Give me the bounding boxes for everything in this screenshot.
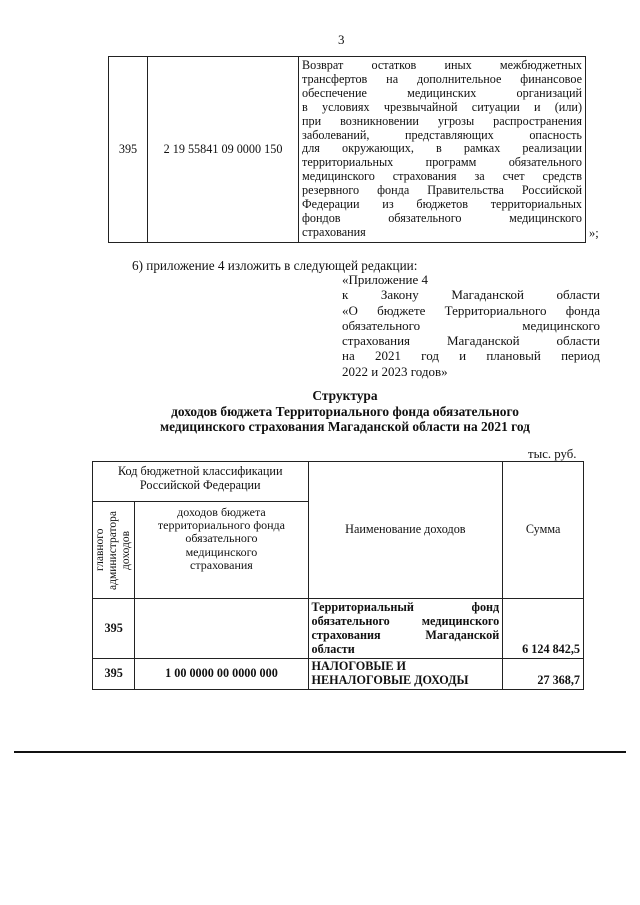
top-table-text: Возврат остатков иных межбюджетных трансфертов на дополнительное финансовое обеспечение медицинских организаций в условиях чрезвычайной ситуации и (или) при возникновении угрозы распространения заболеваний, представляющих опасность для окружающих, в рамках реализации территориальных программ обязательного медицинского страхования за счет средств резервного фонда Правительства Российской Федерации из бюджетов территориальных фондов обязательного медицинского страхования — [299, 57, 586, 243]
row-2-admin: 395 — [93, 659, 135, 690]
row-1-name: Территориальный фонд обязательного медицинского страхования Магаданской области — [308, 599, 503, 659]
top-table — [108, 56, 586, 243]
header-admin: главного администратора доходов — [93, 502, 135, 599]
row-2-name: НАЛОГОВЫЕ И НЕНАЛОГОВЫЕ ДОХОДЫ — [308, 659, 503, 690]
header-kbk-group: Код бюджетной классификации Российской Федерации — [93, 462, 309, 502]
page-number: 3 — [338, 32, 345, 47]
top-table-code: 395 — [109, 57, 148, 243]
row-1-code — [135, 599, 308, 659]
row-2-sum: 27 368,7 — [503, 659, 584, 690]
top-table-kbk: 2 19 55841 09 0000 150 — [148, 57, 299, 243]
document-title: Структура доходов бюджета Территориального фонда обязательного медицинского страхования Магаданской области на 2021 год — [160, 388, 530, 434]
appendix-block: «Приложение 4 к Закону Магаданской области «О бюджете Территориального фонда обязательного медицинского страхования Магаданской области на 2021 год и плановый период 2022 и 2023 годов» — [342, 272, 600, 379]
header-sum: Сумма — [503, 462, 584, 599]
income-table — [92, 461, 584, 690]
row-2-code: 1 00 0000 00 0000 000 — [135, 659, 308, 690]
closing-quote: »; — [589, 226, 599, 240]
row-1-sum: 6 124 842,5 — [503, 599, 584, 659]
header-name: Наименование доходов — [308, 462, 503, 599]
row-1-admin: 395 — [93, 599, 135, 659]
units-label: тыс. руб. — [528, 447, 577, 461]
header-income-code: доходов бюджета территориального фонда обязательного медицинского страхования — [135, 502, 308, 599]
instruction: 6) приложение 4 изложить в следующей редакции: — [132, 258, 418, 273]
bottom-rule — [14, 751, 626, 753]
